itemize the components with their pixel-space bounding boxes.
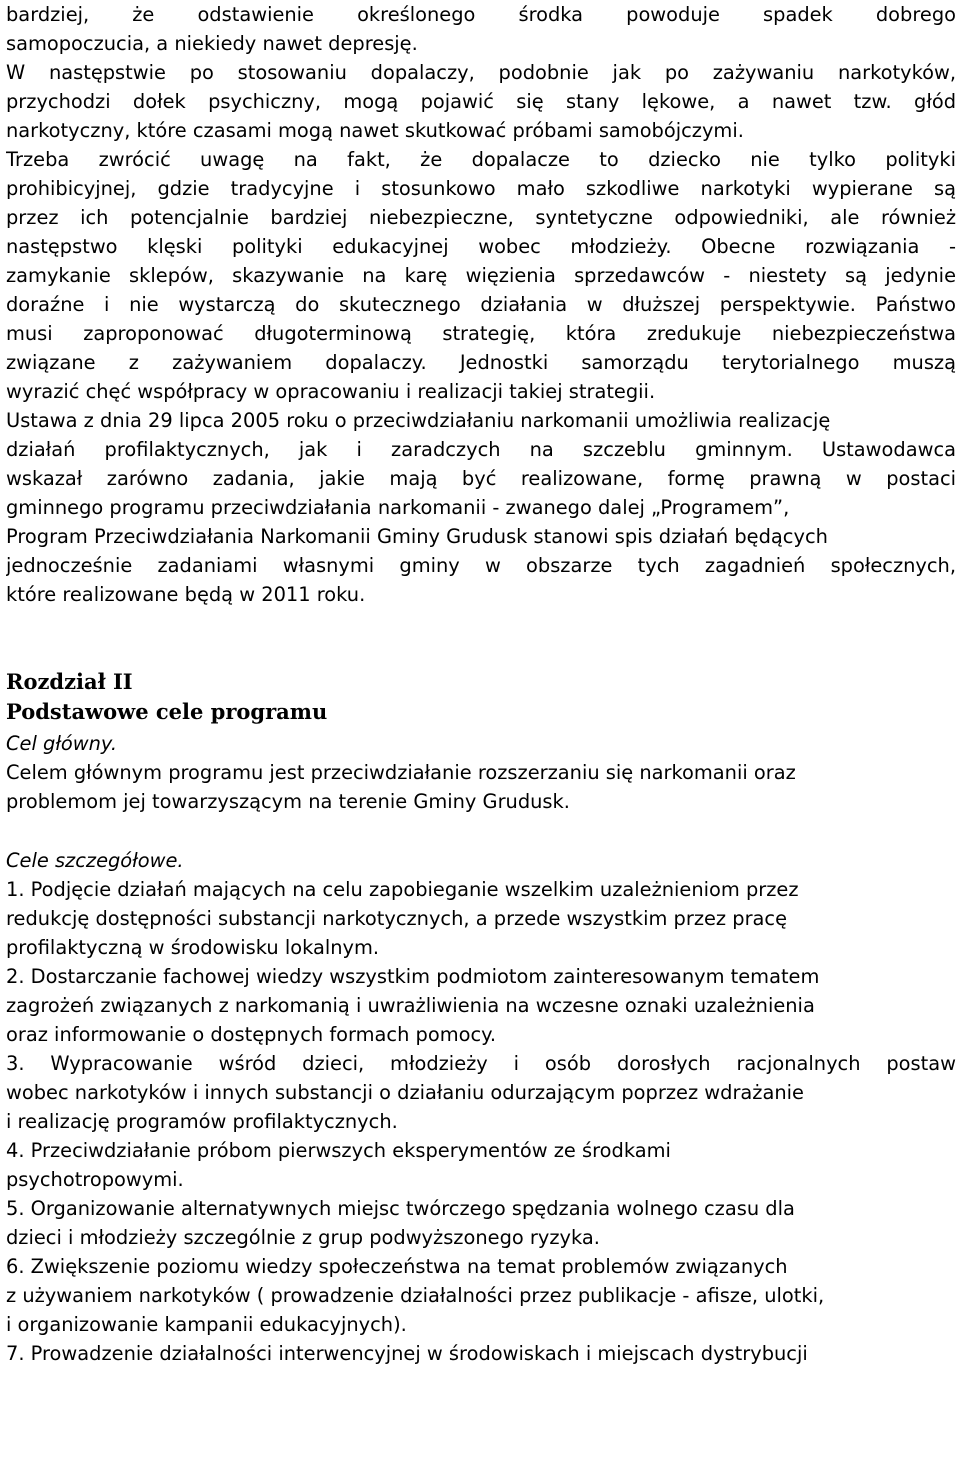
list-item xyxy=(6,1136,956,1194)
text-line: następstwo klęski polityki edukacyjnej wobec młodzieży. Obecne rozwiązania - xyxy=(6,235,956,258)
text-line: psychotropowymi. xyxy=(6,1168,184,1191)
text-line: dzieci i młodzieży szczególnie z grup podwyższonego ryzyka. xyxy=(6,1226,600,1249)
text-line: przychodzi dołek psychiczny, mogą pojawić się stany lękowe, a nawet tzw. głód xyxy=(6,90,956,113)
text-line: wobec narkotyków i innych substancji o działaniu odurzającym poprzez wdrażanie xyxy=(6,1081,804,1104)
text-line: działań profilaktycznych, jak i zaradczych na szczeblu gminnym. Ustawodawca xyxy=(6,438,956,461)
text-line: 4. Przeciwdziałanie próbom pierwszych eksperymentów ze środkami xyxy=(6,1139,671,1162)
main-goal-label: Cel główny. xyxy=(6,732,118,755)
text-line: 6. Zwiększenie poziomu wiedzy społeczeństwa na temat problemów związanych xyxy=(6,1255,788,1278)
text-line: z używaniem narkotyków ( prowadzenie działalności przez publikacje - afisze, ulotki, xyxy=(6,1284,825,1307)
list-item xyxy=(6,1252,956,1339)
text-line: 3. Wypracowanie wśród dzieci, młodzieży i osób dorosłych racjonalnych postaw xyxy=(6,1052,956,1075)
specific-goals-label: Cele szczegółowe. xyxy=(6,849,184,872)
text-line: 2. Dostarczanie fachowej wiedzy wszystkim podmiotom zainteresowanym tematem xyxy=(6,965,820,988)
text-line: profilaktyczną w środowisku lokalnym. xyxy=(6,936,380,959)
text-line: samopoczucia, a niekiedy nawet depresję. xyxy=(6,32,418,55)
text-line: które realizowane będą w 2011 roku. xyxy=(6,583,366,606)
text-line: przez ich potencjalnie bardziej niebezpieczne, syntetyczne odpowiedniki, ale również xyxy=(6,206,956,229)
text-line: i realizację programów profilaktycznych. xyxy=(6,1110,398,1133)
chapter-title: Rozdział II xyxy=(6,669,133,694)
chapter-subtitle: Podstawowe cele programu xyxy=(6,699,328,724)
text-line: związane z zażywaniem dopalaczy. Jednostki samorządu terytorialnego muszą xyxy=(6,351,956,374)
list-item xyxy=(6,1339,956,1368)
text-line: jednocześnie zadaniami własnymi gminy w obszarze tych zagadnień społecznych, xyxy=(6,554,956,577)
text-line: 7. Prowadzenie działalności interwencyjnej w środowiskach i miejscach dystrybucji xyxy=(6,1342,808,1365)
text-line: redukcję dostępności substancji narkotycznych, a przede wszystkim przez pracę xyxy=(6,907,788,930)
text-line: i organizowanie kampanii edukacyjnych). xyxy=(6,1313,407,1336)
text-line: wyrazić chęć współpracy w opracowaniu i realizacji takiej strategii. xyxy=(6,380,656,403)
text-line: oraz informowanie o dostępnych formach pomocy. xyxy=(6,1023,497,1046)
text-line: bardziej, że odstawienie określonego środka powoduje spadek dobrego xyxy=(6,3,956,26)
text-line: 1. Podjęcie działań mających na celu zapobieganie wszelkim uzależnieniom przez xyxy=(6,878,799,901)
text-line: prohibicyjnej, gdzie tradycyjne i stosunkowo mało szkodliwe narkotyki wypierane są xyxy=(6,177,956,200)
list-item xyxy=(6,962,956,1049)
text-line: W następstwie po stosowaniu dopalaczy, podobnie jak po zażywaniu narkotyków, xyxy=(6,61,956,84)
text-line: Program Przeciwdziałania Narkomanii Gminy Grudusk stanowi spis działań będących xyxy=(6,525,828,548)
specific-goals-section xyxy=(6,846,956,1368)
main-goal-section xyxy=(6,729,956,816)
text-line: Celem głównym programu jest przeciwdziałanie rozszerzaniu się narkomanii oraz xyxy=(6,761,796,784)
text-line: Trzeba zwrócić uwagę na fakt, że dopalacze to dziecko nie tylko polityki xyxy=(6,148,956,171)
text-line: zagrożeń związanych z narkomanią i uwrażliwienia na wczesne oznaki uzależnienia xyxy=(6,994,815,1017)
text-line: problemom jej towarzyszącym na terenie Gminy Grudusk. xyxy=(6,790,570,813)
spacer xyxy=(6,609,956,667)
text-line: musi zaproponować długoterminową strategię, która zredukuje niebezpieczeństwa xyxy=(6,322,956,345)
intro-paragraph xyxy=(6,0,956,609)
list-item xyxy=(6,1049,956,1136)
text-line: 5. Organizowanie alternatywnych miejsc twórczego spędzania wolnego czasu dla xyxy=(6,1197,795,1220)
text-line: gminnego programu przeciwdziałania narkomanii - zwanego dalej „Programem”, xyxy=(6,496,790,519)
document-page xyxy=(6,0,956,1368)
spacer xyxy=(6,816,956,846)
text-line: narkotyczny, które czasami mogą nawet skutkować próbami samobójczymi. xyxy=(6,119,744,142)
list-item xyxy=(6,875,956,962)
list-item xyxy=(6,1194,956,1252)
text-line: zamykanie sklepów, skazywanie na karę więzienia sprzedawców - niestety są jedynie xyxy=(6,264,956,287)
text-line: doraźne i nie wystarczą do skutecznego działania w dłuższej perspektywie. Państwo xyxy=(6,293,956,316)
chapter-header xyxy=(6,667,956,727)
text-line: wskazał zarówno zadania, jakie mają być realizowane, formę prawną w postaci xyxy=(6,467,956,490)
text-line: Ustawa z dnia 29 lipca 2005 roku o przeciwdziałaniu narkomanii umożliwia realizację xyxy=(6,409,831,432)
